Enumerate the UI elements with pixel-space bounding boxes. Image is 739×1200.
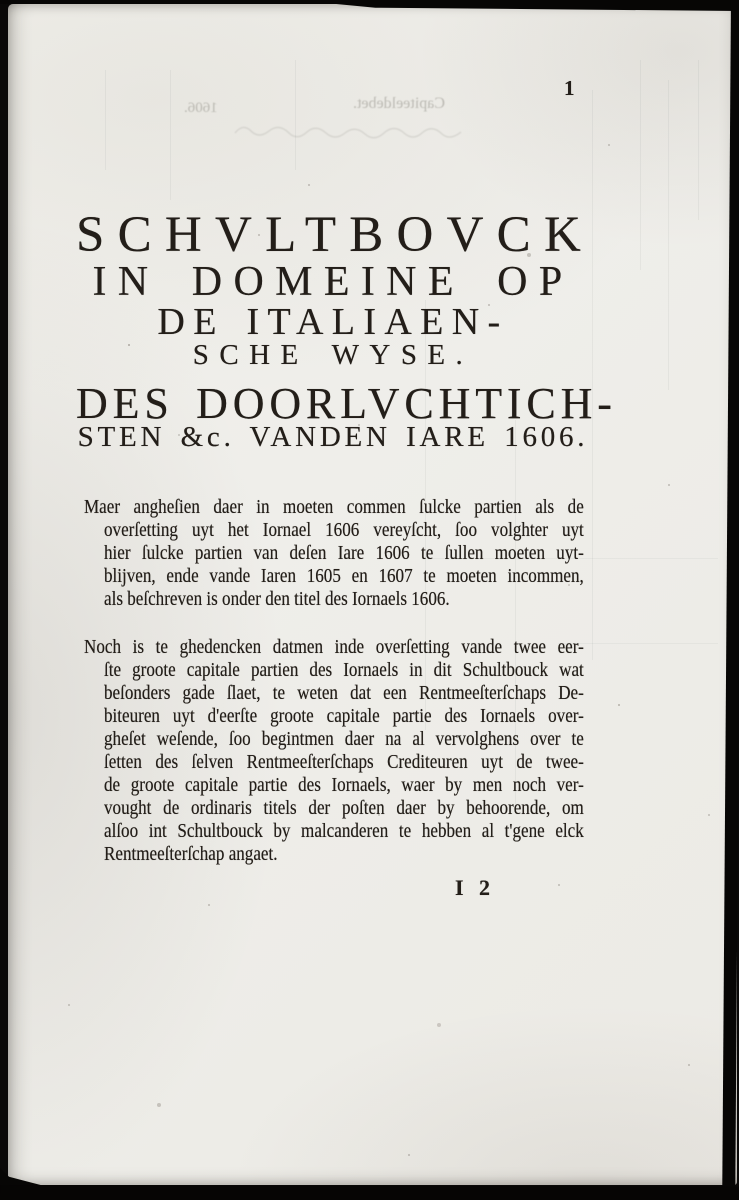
folio-number: 1	[564, 76, 576, 100]
text-line: Noch is te ghedencken datmen inde overſetting vande twee eer-	[84, 636, 584, 658]
bleedthrough-rule-line	[640, 60, 641, 270]
paragraph	[84, 636, 584, 866]
title-line: SCHVLTBOVCK	[76, 207, 595, 263]
text-line: de groote capitale partie des Iornaels, waer by men noch ver-	[103, 774, 584, 796]
text-line: beſonders gade ſlaet, te weten dat een Rentmeeſterſchaps De-	[103, 682, 584, 704]
text-line: Maer angheſien daer in moeten commen ſulcke partien als de	[84, 496, 584, 518]
text-line: alſoo int Schultbouck by malcanderen te hebben al t'gene elck	[103, 820, 584, 842]
subtitle-line: STEN &c. VANDEN IARE 1606.	[77, 421, 589, 453]
text-line: ſte groote capitale partien des Iornaels in dit Schultbouck wat	[103, 659, 584, 681]
signature-mark: I 2	[455, 875, 496, 900]
bleedthrough-rule-line	[592, 90, 593, 660]
text-line: biteuren uyt d'eerſte groote capitale partie des Iornaels over-	[103, 705, 584, 727]
bleedthrough-header-year: 1606.	[184, 100, 218, 116]
paper-page	[8, 4, 737, 1185]
bleedthrough-rule-line	[170, 70, 171, 200]
text-line: hier ſulcke partien van deſen Iare 1606 te ſullen moeten uyt-	[103, 542, 584, 564]
text-line: overſetting uyt het Iornael 1606 vereyſcht, ſoo volghter uyt	[103, 519, 584, 541]
bleedthrough-script-squiggle	[233, 119, 463, 141]
scan-edge-bottom	[0, 1185, 739, 1200]
title-line: SCHE WYSE.	[192, 339, 474, 371]
subtitle-line: DES DOORLVCHTICH-	[76, 379, 617, 428]
title-line: DE ITALIAEN-	[157, 301, 509, 343]
text-line: ſetten des ſelven Rentmeeſterſchaps Crediteuren uyt de twee-	[103, 751, 584, 773]
text-line: blijven, ende vande Iaren 1605 en 1607 te moeten incommen,	[103, 565, 584, 587]
paragraph	[84, 496, 584, 611]
title-line: IN DOMEINE OP	[92, 259, 574, 305]
bleedthrough-header-title: Capiteeldebet.	[353, 95, 445, 112]
bleedthrough-rule-line	[698, 60, 699, 220]
bleedthrough-rule-line	[105, 70, 106, 170]
text-line: vought de ordinaris titels der poſten daer by behoorende, om	[103, 797, 584, 819]
text-line: als beſchreven is onder den titel des Iornaels 1606.	[103, 588, 450, 610]
bleedthrough-rule-line	[668, 80, 669, 390]
text-line: Rentmeeſterſchap angaet.	[103, 843, 278, 865]
text-line: gheſet weſende, ſoo begintmen daer na al vervolghens over te	[103, 728, 584, 750]
paper-specks	[128, 344, 130, 346]
bleedthrough-rule-line	[295, 60, 296, 170]
